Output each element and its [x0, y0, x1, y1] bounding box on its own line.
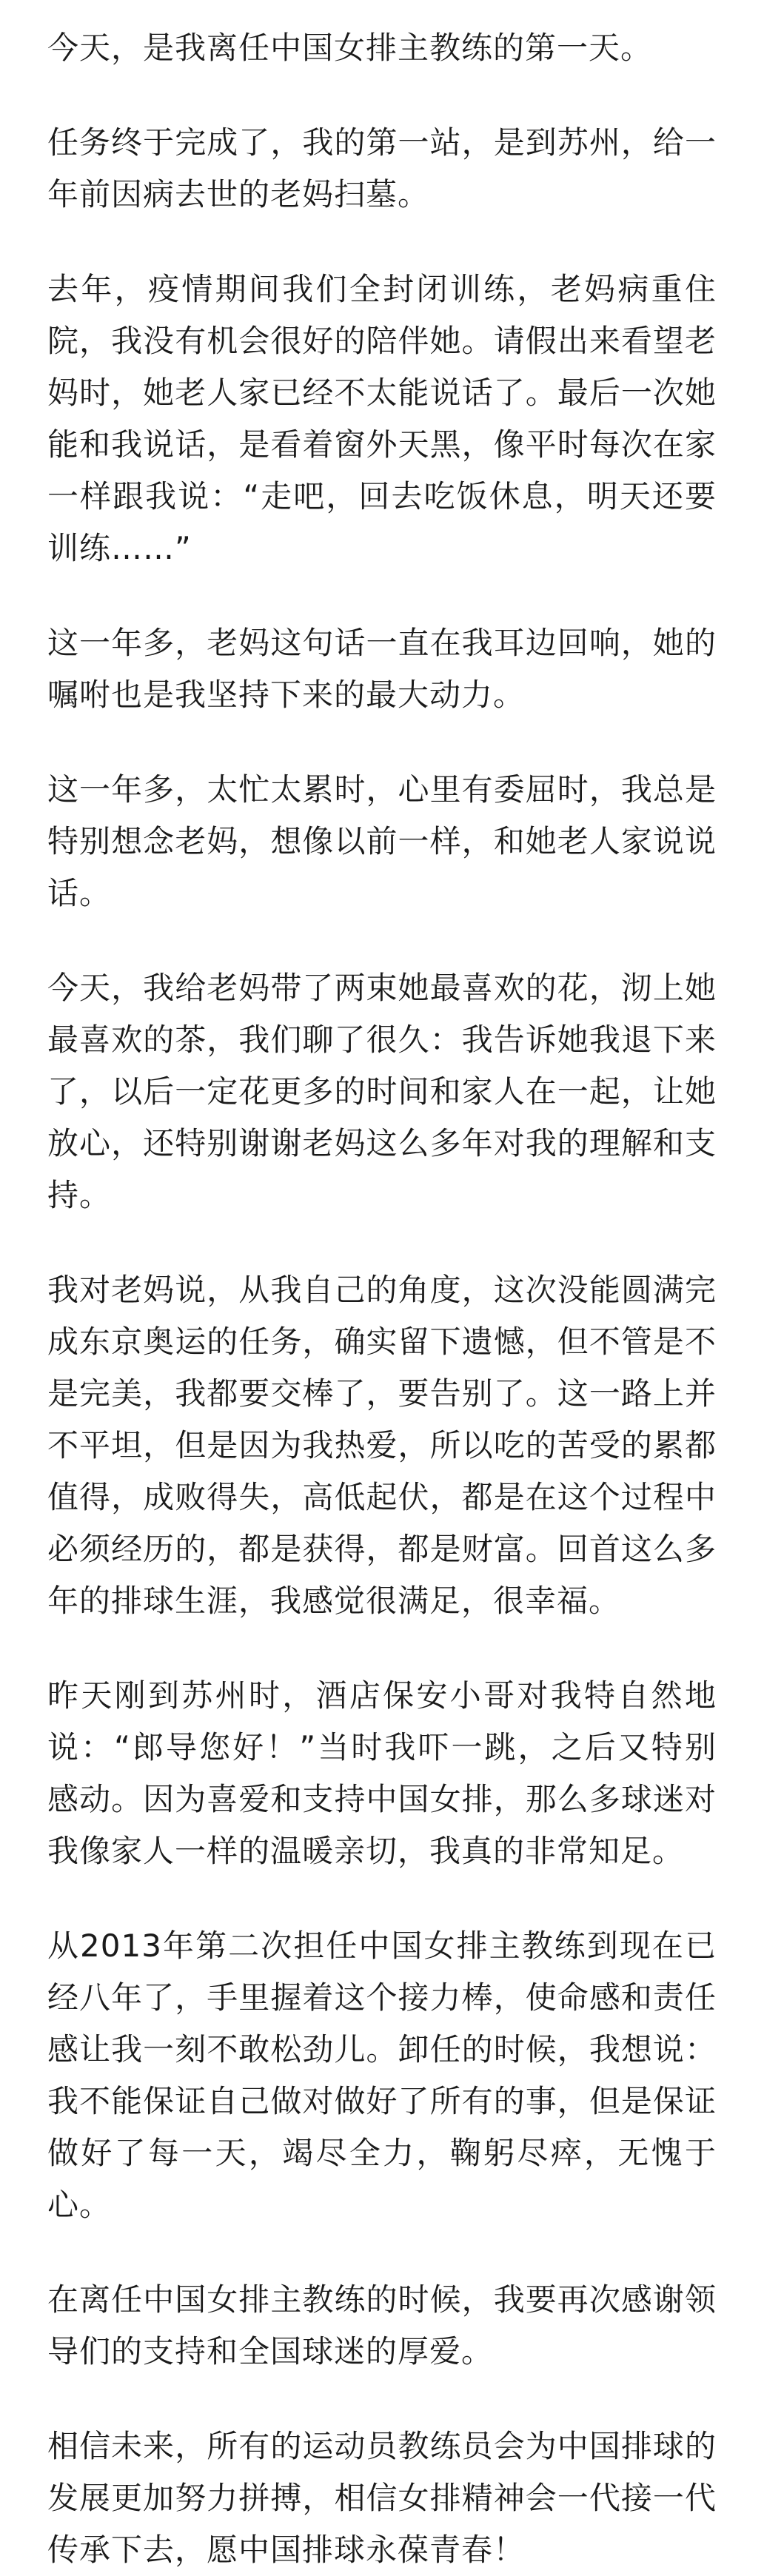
- paragraph: 这一年多，太忙太累时，心里有委屈时，我总是特别想念老妈，想像以前一样，和她老人家说说话。: [47, 771, 717, 911]
- paragraph: 去年，疫情期间我们全封闭训练，老妈病重住院，我没有机会很好的陪伴她。请假出来看望老妈时，她老人家已经不太能说话了。最后一次她能和我说话，是看着窗外天黑，像平时每次在家一样跟我说：“走吧，回去吃饭休息，明天还要训练……”: [47, 271, 717, 566]
- paragraph: 相信未来，所有的运动员教练员会为中国排球的发展更加努力拼搏，相信女排精神会一代接一代传承下去，愿中国排球永葆青春！: [47, 2428, 717, 2568]
- paragraph: 今天，是我离任中国女排主教练的第一天。: [47, 30, 653, 66]
- paragraph: 我对老妈说，从我自己的角度，这次没能圆满完成东京奥运的任务，确实留下遗憾，但不管是不是完美，我都要交棒了，要告别了。这一路上并不平坦，但是因为我热爱，所以吃的苦受的累都值得，成败得失，高低起伏，都是在这个过程中必须经历的，都是获得，都是财富。回首这么多年的排球生涯，我感觉很满足，很幸福。: [47, 1272, 717, 1619]
- paragraph: 在离任中国女排主教练的时候，我要再次感谢领导们的支持和全国球迷的厚爱。: [47, 2281, 717, 2369]
- paragraph: 从2013年第二次担任中国女排主教练到现在已经八年了，手里握着这个接力棒，使命感和责任感让我一刻不敢松劲儿。卸任的时候，我想说：我不能保证自己做对做好了所有的事，但是保证做好了每一天，竭尽全力，鞠躬尽瘁，无愧于心。: [47, 1928, 717, 2223]
- paragraph: 任务终于完成了，我的第一站，是到苏州，给一年前因病去世的老妈扫墓。: [47, 124, 717, 212]
- paragraph: 今天，我给老妈带了两束她最喜欢的花，沏上她最喜欢的茶，我们聊了很久：我告诉她我退下来了，以后一定花更多的时间和家人在一起，让她放心，还特别谢谢老妈这么多年对我的理解和支持。: [47, 970, 717, 1213]
- paragraph: 这一年多，老妈这句话一直在我耳边回响，她的嘱咐也是我坚持下来的最大动力。: [47, 625, 717, 713]
- paragraph: 昨天刚到苏州时，酒店保安小哥对我特自然地说：“郎导您好！”当时我吓一跳，之后又特别感动。因为喜爱和支持中国女排，那么多球迷对我像家人一样的温暖亲切，我真的非常知足。: [47, 1677, 717, 1869]
- article-body: [47, 22, 717, 2576]
